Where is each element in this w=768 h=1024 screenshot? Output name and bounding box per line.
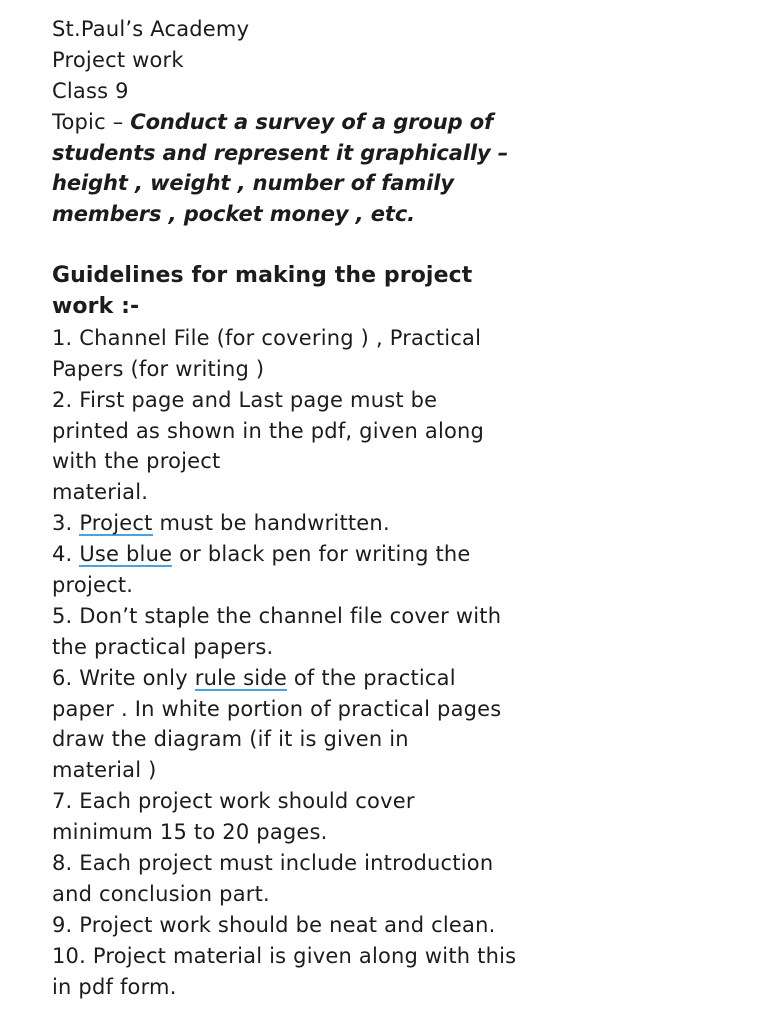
- document-subtitle: Project work: [52, 47, 184, 72]
- guideline-2-line-2: printed as shown in the pdf, given along: [52, 418, 485, 443]
- guideline-6-line-4: material ): [52, 758, 157, 783]
- guideline-4-number: 4.: [52, 542, 80, 567]
- guideline-4-underlined-word[interactable]: Use blue: [79, 542, 173, 567]
- guideline-6-rest: of the practical: [286, 665, 456, 690]
- topic-line-1: [52, 107, 752, 138]
- topic-line-3: height , weight , number of family: [52, 171, 454, 196]
- guideline-7-line-1: 7. Each project work should cover: [52, 789, 415, 814]
- school-name: St.Paul’s Academy: [52, 17, 250, 41]
- guideline-3-underlined-word[interactable]: Project: [79, 511, 153, 536]
- guideline-4-line-2: project.: [52, 573, 134, 598]
- guideline-2-line-1: 2. First page and Last page must be: [52, 387, 438, 412]
- guideline-3: [52, 508, 752, 539]
- guideline-1-line-2: Papers (for writing ): [52, 356, 265, 381]
- guideline-3-number: 3.: [52, 511, 80, 536]
- guideline-6-line-2: paper . In white portion of practical pages: [52, 696, 502, 721]
- guideline-6-line-1: [52, 663, 752, 694]
- guideline-8-line-2: and conclusion part.: [52, 881, 270, 906]
- guideline-3-rest: must be handwritten.: [152, 511, 390, 536]
- guideline-6-underlined-word[interactable]: rule side: [194, 665, 287, 690]
- guideline-9-line-1: 9. Project work should be neat and clean.: [52, 912, 496, 937]
- guideline-8-line-1: 8. Each project must include introduction: [52, 851, 494, 876]
- spacer: [52, 230, 752, 261]
- guideline-4-line-1: [52, 539, 752, 570]
- guideline-6-start: 6. Write only: [52, 665, 195, 690]
- topic-line-4: members , pocket money , etc.: [52, 202, 416, 227]
- guideline-5-line-2: the practical papers.: [52, 634, 274, 659]
- guidelines-heading: Guidelines for making the project: [52, 263, 473, 289]
- guidelines-heading-cont: work :-: [52, 294, 140, 320]
- class-label: Class 9: [52, 78, 129, 103]
- guideline-1-line-1: 1. Channel File (for covering ) , Practical: [52, 325, 482, 350]
- topic-text: Conduct a survey of a group of: [130, 109, 494, 134]
- guideline-5-line-1: 5. Don’t staple the channel file cover with: [52, 603, 502, 628]
- topic-label: Topic –: [52, 109, 131, 134]
- guideline-2-line-3: with the project: [52, 449, 221, 474]
- guideline-2-line-4: material.: [52, 480, 149, 505]
- guideline-4-rest: or black pen for writing the: [172, 542, 471, 567]
- guideline-6-line-3: draw the diagram (if it is given in: [52, 727, 409, 752]
- guideline-10-line-2: in pdf form.: [52, 974, 177, 999]
- guideline-10-line-1: 10. Project material is given along with this: [52, 943, 517, 968]
- document-body: [52, 14, 752, 1003]
- guideline-7-line-2: minimum 15 to 20 pages.: [52, 820, 328, 845]
- topic-line-2: students and represent it graphically –: [52, 140, 509, 165]
